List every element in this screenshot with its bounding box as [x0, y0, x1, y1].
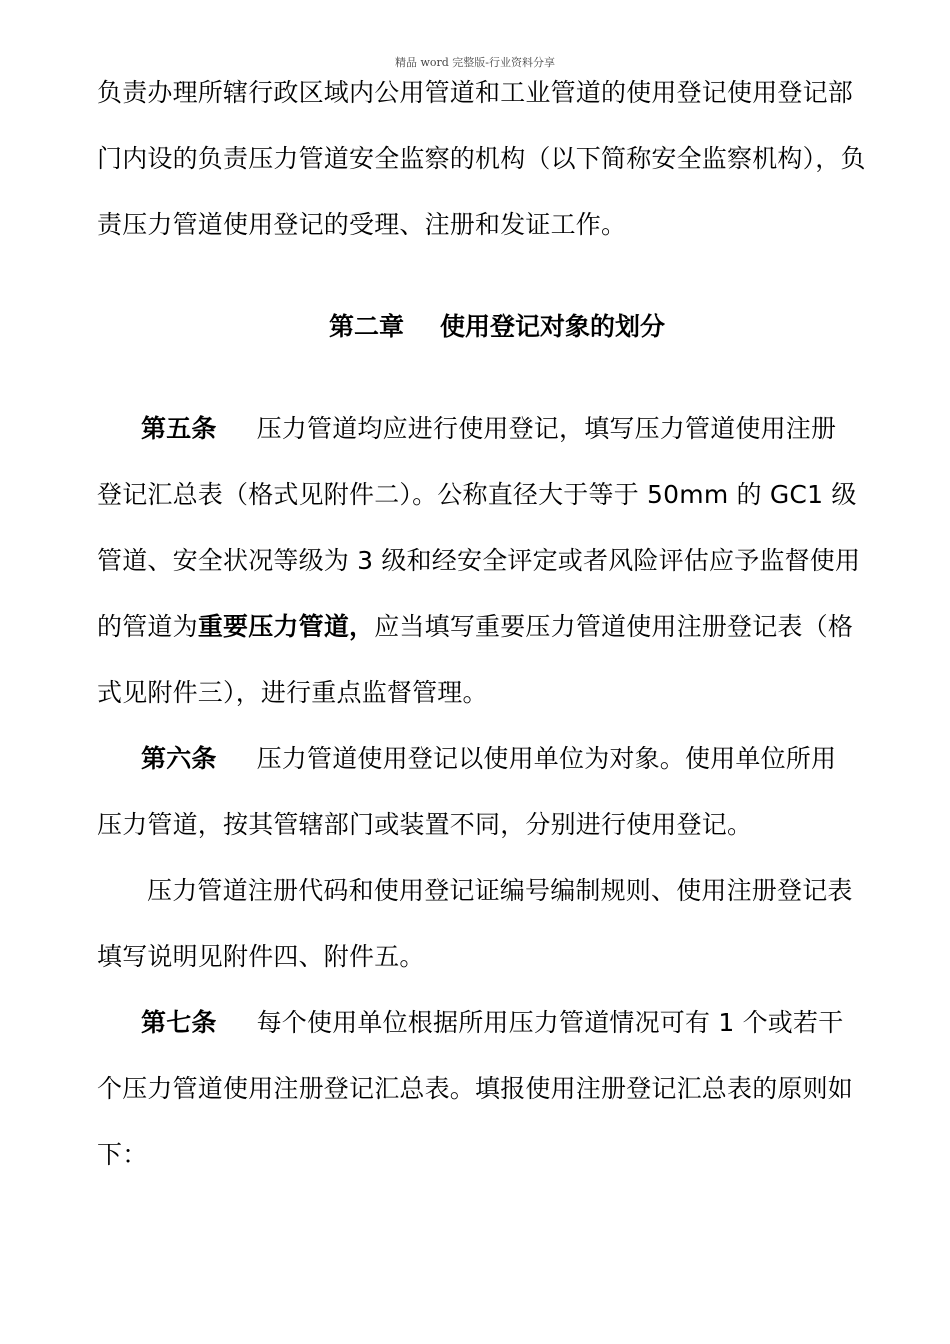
article-5-line-4 — [97, 594, 897, 660]
important-pipeline-term: 重要压力管道， — [197, 612, 375, 641]
article-7-text-1: 每个使用单位根据所用压力管道情况可有 1 个或若干 — [256, 1008, 844, 1037]
chapter-title: 使用登记对象的划分 — [440, 312, 666, 341]
article-6-line-1 — [97, 726, 897, 792]
article-6-text-1: 压力管道使用登记以使用单位为对象。使用单位所用 — [256, 744, 837, 773]
intro-line-2: 门内设的负责压力管道安全监察的机构（以下简称安全监察机构），负 — [97, 144, 866, 173]
article-5-text-4-post: 应当填写重要压力管道使用注册登记表（格 — [374, 612, 854, 641]
chapter-number: 第二章 — [328, 312, 404, 341]
article-6-line-3: 压力管道注册代码和使用登记证编号编制规则、使用注册登记表 — [147, 876, 853, 905]
article-5-line-3: 管道、安全状况等级为 3 级和经安全评定或者风险评估应予监督使用 — [97, 546, 861, 575]
intro-line-3: 责压力管道使用登记的受理、注册和发证工作。 — [97, 210, 627, 239]
article-7-line-1 — [97, 990, 897, 1056]
article-5-line-5: 式见附件三），进行重点监督管理。 — [97, 678, 488, 707]
chapter-heading — [97, 294, 897, 360]
article-6-line-4: 填写说明见附件四、附件五。 — [97, 942, 425, 971]
article-5-label: 第五条 — [141, 414, 217, 443]
article-7-label: 第七条 — [141, 1008, 217, 1037]
intro-line-1: 负责办理所辖行政区域内公用管道和工业管道的使用登记使用登记部 — [97, 78, 854, 107]
article-7-line-2: 个压力管道使用注册登记汇总表。填报使用注册登记汇总表的原则如 — [97, 1074, 854, 1103]
article-5-text-4-pre: 的管道为 — [97, 612, 198, 641]
document-page — [97, 60, 897, 1188]
article-6-label: 第六条 — [141, 744, 217, 773]
article-6-line-2: 压力管道，按其管辖部门或装置不同，分别进行使用登记。 — [97, 810, 753, 839]
watermark: 精品 word 完整版-行业资料分享 — [394, 56, 556, 69]
article-7-line-3: 下： — [97, 1140, 148, 1169]
article-5-line-2: 登记汇总表（格式见附件二）。公称直径大于等于 50mm 的 GC1 级 — [97, 480, 857, 509]
article-5-text-1: 压力管道均应进行使用登记，填写压力管道使用注册 — [256, 414, 837, 443]
article-5-line-1 — [97, 396, 897, 462]
